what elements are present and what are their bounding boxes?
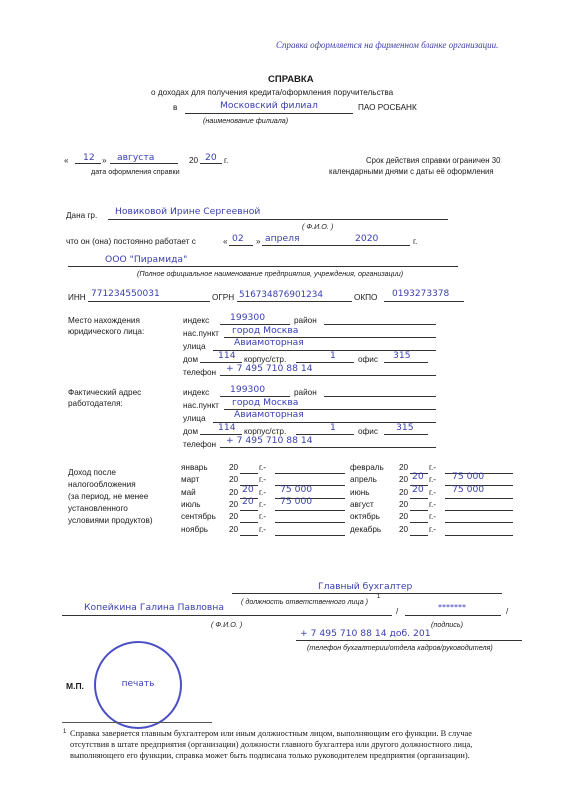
income-month-label: октябрь — [350, 512, 380, 522]
validity-line2: календарными днями с даты её оформления — [329, 167, 494, 176]
issue-year-line — [200, 163, 222, 164]
ogrn-value[interactable]: 516734876901234 — [239, 290, 323, 300]
recipient-name[interactable]: Новиковой Ирине Сергеевной — [115, 206, 261, 217]
income-month-label: сентябрь — [181, 512, 216, 522]
income-year-prefix: 20 — [399, 487, 409, 497]
income-year-line — [240, 535, 258, 536]
document-title: СПРАВКА — [268, 74, 314, 85]
actual-city-label: нас.пункт — [183, 401, 219, 410]
income-amount[interactable]: 75 000 — [280, 483, 313, 495]
income-month-label: февраль — [350, 463, 384, 472]
income-year-value[interactable]: 20 — [412, 483, 424, 495]
signatory-phone-caption: (телефон бухгалтерии/отдела кадров/руководителя) — [307, 643, 493, 652]
issue-day[interactable]: 12 — [83, 152, 95, 163]
income-year-suffix: г.- — [429, 499, 436, 509]
footnote-mark: 1 — [63, 729, 67, 735]
legal-address-label-2: юридического лица: — [68, 327, 145, 336]
income-amount-line — [275, 510, 345, 511]
legal-city-label: нас.пункт — [183, 329, 219, 338]
signatory-position-line — [232, 593, 502, 594]
top-note: Справка оформляется на фирменном бланке организации. — [276, 40, 499, 50]
income-year-suffix: г.- — [259, 487, 266, 497]
seal-stamp-text: печать — [121, 679, 155, 689]
income-label-1: Доход после — [68, 468, 116, 477]
inn-line — [88, 301, 210, 302]
income-amount-line — [445, 498, 513, 499]
signatory-footnote-mark: 1 — [377, 594, 381, 600]
income-amount-line — [445, 522, 513, 523]
actual-office-line — [384, 434, 428, 435]
footnote-text: Справка заверяется главным бухгалтером или иным должностным лицом, выполняющим его функции. В случае отсутствия в штате предприятия (организации) должности главного бухгалтера или другого должностного лица, выполняющего его функции, справка может быть подписана только руководителем предприятия (организации). — [70, 729, 473, 760]
branch-caption: (наименование филиала) — [203, 116, 289, 125]
actual-house-label: дом — [183, 427, 198, 436]
income-year-suffix: г.- — [259, 512, 266, 522]
income-month-label: январь — [181, 463, 208, 472]
legal-building-label: корпус/стр. — [244, 355, 287, 364]
income-year-line — [410, 510, 428, 511]
signatory-name[interactable]: Копейкина Галина Павловна — [84, 602, 224, 613]
income-amount-line — [275, 473, 345, 474]
income-year-line — [240, 510, 258, 511]
branch-bank: ПАО РОСБАНК — [358, 103, 417, 112]
income-amount-line — [445, 510, 513, 511]
branch-underline — [185, 113, 353, 114]
income-year-suffix: г.- — [429, 487, 436, 497]
income-year-line — [240, 522, 258, 523]
income-year-suffix: г.- — [429, 512, 436, 522]
signatory-position-caption: ( должность ответственного лица ) — [241, 597, 369, 606]
income-month-label: июнь — [350, 487, 370, 497]
legal-office[interactable]: 315 — [393, 350, 411, 361]
actual-index-label: индекс — [183, 388, 210, 397]
actual-building[interactable]: 1 — [330, 422, 336, 433]
employment-month[interactable]: апреля — [265, 233, 300, 244]
actual-house[interactable]: 114 — [218, 422, 236, 433]
mp-label: М.П. — [66, 681, 84, 691]
issue-year[interactable]: 20 — [205, 152, 217, 163]
validity-line1: Срок действия справки ограничен 30 — [366, 156, 501, 165]
income-year-line — [410, 522, 428, 523]
actual-city[interactable]: город Москва — [232, 397, 299, 408]
recipient-underline — [108, 219, 448, 220]
income-year-suffix: г.- — [259, 499, 266, 509]
seal-stamp — [94, 641, 182, 729]
signatory-phone-line — [296, 640, 522, 641]
signature-caption: (подпись) — [431, 620, 464, 629]
employment-label: что он (она) постоянно работает с — [66, 237, 196, 246]
footnote-separator — [62, 722, 212, 723]
employment-month-year-line — [262, 245, 410, 246]
legal-office-line — [384, 362, 428, 363]
document-subtitle: о доходах для получения кредита/оформления поручительства — [151, 88, 394, 97]
income-year-prefix: 20 — [229, 487, 239, 497]
income-year-suffix: г.- — [259, 463, 266, 472]
income-label-4: установленного — [68, 504, 128, 513]
income-month-label: ноябрь — [181, 524, 209, 534]
legal-address-label-1: Место нахождения — [68, 316, 140, 325]
legal-phone[interactable]: + 7 495 710 88 14 — [226, 363, 313, 374]
issue-month[interactable]: августа — [117, 152, 155, 163]
income-amount-line — [275, 522, 345, 523]
actual-phone[interactable]: + 7 495 710 88 14 — [226, 435, 313, 446]
income-amount[interactable]: 75 000 — [452, 483, 485, 495]
income-year-prefix: 20 — [399, 475, 409, 485]
actual-phone-label: телефон — [183, 440, 217, 449]
issue-day-line — [75, 163, 101, 164]
signature-slash-left: / — [396, 607, 399, 616]
issue-month-line — [110, 163, 178, 164]
signatory-phone[interactable]: + 7 495 710 88 14 доб. 201 — [300, 628, 431, 639]
income-year-prefix: 20 — [229, 512, 239, 522]
income-year-line — [240, 473, 258, 474]
okpo-line — [384, 301, 464, 302]
income-year-prefix: 20 — [229, 463, 239, 472]
income-month-label: май — [181, 487, 196, 497]
actual-address-label-1: Фактический адрес — [68, 388, 142, 397]
legal-phone-label: телефон — [183, 368, 217, 377]
employment-day-line — [229, 245, 253, 246]
inn-label: ИНН — [68, 293, 86, 302]
legal-district-line — [324, 324, 436, 325]
income-month-label: апрель — [350, 475, 377, 485]
income-year-suffix: г.- — [429, 475, 436, 485]
actual-street-label: улица — [183, 414, 206, 423]
ogrn-label: ОГРН — [212, 293, 235, 302]
branch-prefix: в — [173, 103, 178, 112]
actual-office[interactable]: 315 — [396, 422, 414, 433]
given-to-label: Дана гр. — [66, 211, 98, 220]
employment-quote-open: « — [223, 237, 228, 246]
actual-street[interactable]: Авиамоторная — [234, 409, 304, 420]
legal-house-label: дом — [183, 355, 198, 364]
income-year-suffix: г.- — [259, 524, 266, 534]
branch-name[interactable]: Московский филиал — [220, 100, 318, 111]
income-amount-line — [445, 535, 513, 536]
issue-date-caption: дата оформления справки — [91, 167, 180, 176]
income-year-prefix: 20 — [399, 499, 409, 509]
income-year-prefix: 20 — [229, 524, 239, 534]
okpo-label: ОКПО — [354, 293, 378, 302]
income-year-suffix: г.- — [429, 524, 436, 534]
income-label-3: (за период, не менее — [68, 492, 149, 501]
legal-house[interactable]: 114 — [218, 350, 236, 361]
income-month-label: август — [350, 499, 374, 509]
actual-phone-line — [220, 447, 436, 448]
income-label-5: условиями продуктов) — [68, 516, 153, 525]
signature-line — [405, 615, 501, 616]
okpo-value[interactable]: 0193273378 — [392, 289, 450, 299]
date-quote-open: « — [64, 156, 69, 165]
income-year-value[interactable]: 20 — [412, 471, 424, 483]
employment-quote-close: » — [256, 237, 261, 246]
income-year-prefix: 20 — [399, 524, 409, 534]
company-underline — [68, 266, 458, 267]
employment-year[interactable]: 2020 — [355, 233, 379, 244]
legal-district-label: район — [294, 316, 317, 325]
company-caption: (Полное официальное наименование предприятия, учреждения, организации) — [137, 269, 404, 278]
actual-building-label: корпус/стр. — [244, 427, 287, 436]
income-year-prefix: 20 — [399, 512, 409, 522]
actual-office-label: офис — [358, 427, 378, 436]
income-year-value[interactable]: 20 — [242, 495, 254, 507]
date-quote-close: » — [102, 156, 107, 165]
income-year-prefix: 20 — [229, 499, 239, 509]
income-month-label: декабрь — [350, 524, 382, 534]
income-year-line — [410, 498, 428, 499]
income-month-label: март — [181, 475, 200, 485]
signature-value[interactable]: ******* — [438, 603, 466, 612]
income-amount-line — [275, 535, 345, 536]
signatory-name-caption: ( Ф.И.О. ) — [211, 620, 243, 629]
actual-index[interactable]: 199300 — [230, 384, 266, 395]
income-year-value[interactable]: 20 — [242, 483, 254, 495]
income-month-label: июль — [181, 499, 201, 509]
actual-district-line — [324, 396, 436, 397]
income-year-prefix: 20 — [399, 463, 409, 472]
actual-address-label-2: работодателя: — [68, 399, 123, 408]
legal-index[interactable]: 199300 — [230, 312, 266, 323]
income-amount[interactable]: 75 000 — [280, 495, 313, 507]
company-name[interactable]: ООО "Пирамида" — [105, 254, 188, 265]
legal-city[interactable]: город Москва — [232, 325, 299, 336]
signatory-position[interactable]: Главный бухгалтер — [318, 581, 413, 592]
income-year-line — [410, 535, 428, 536]
income-year-prefix: 20 — [229, 475, 239, 485]
income-amount[interactable]: 75 000 — [452, 471, 485, 483]
income-year-suffix: г.- — [429, 463, 436, 472]
issue-year-suffix: г. — [224, 156, 229, 165]
actual-district-label: район — [294, 388, 317, 397]
ogrn-line — [237, 301, 352, 302]
income-label-2: налогообложения — [68, 480, 136, 489]
issue-year-prefix: 20 — [189, 156, 199, 165]
legal-street-label: улица — [183, 342, 206, 351]
legal-building[interactable]: 1 — [330, 350, 336, 361]
legal-street[interactable]: Авиамоторная — [234, 337, 304, 348]
inn-value[interactable]: 771234550031 — [91, 289, 160, 299]
legal-phone-line — [220, 375, 436, 376]
signatory-name-line — [62, 615, 392, 616]
signature-slash-right: / — [506, 607, 509, 616]
income-year-suffix: г.- — [259, 475, 266, 485]
legal-office-label: офис — [358, 355, 378, 364]
employment-day[interactable]: 02 — [232, 233, 244, 244]
recipient-caption: ( Ф.И.О. ) — [302, 222, 334, 231]
employment-year-suffix: г. — [413, 237, 418, 246]
legal-index-label: индекс — [183, 316, 210, 325]
